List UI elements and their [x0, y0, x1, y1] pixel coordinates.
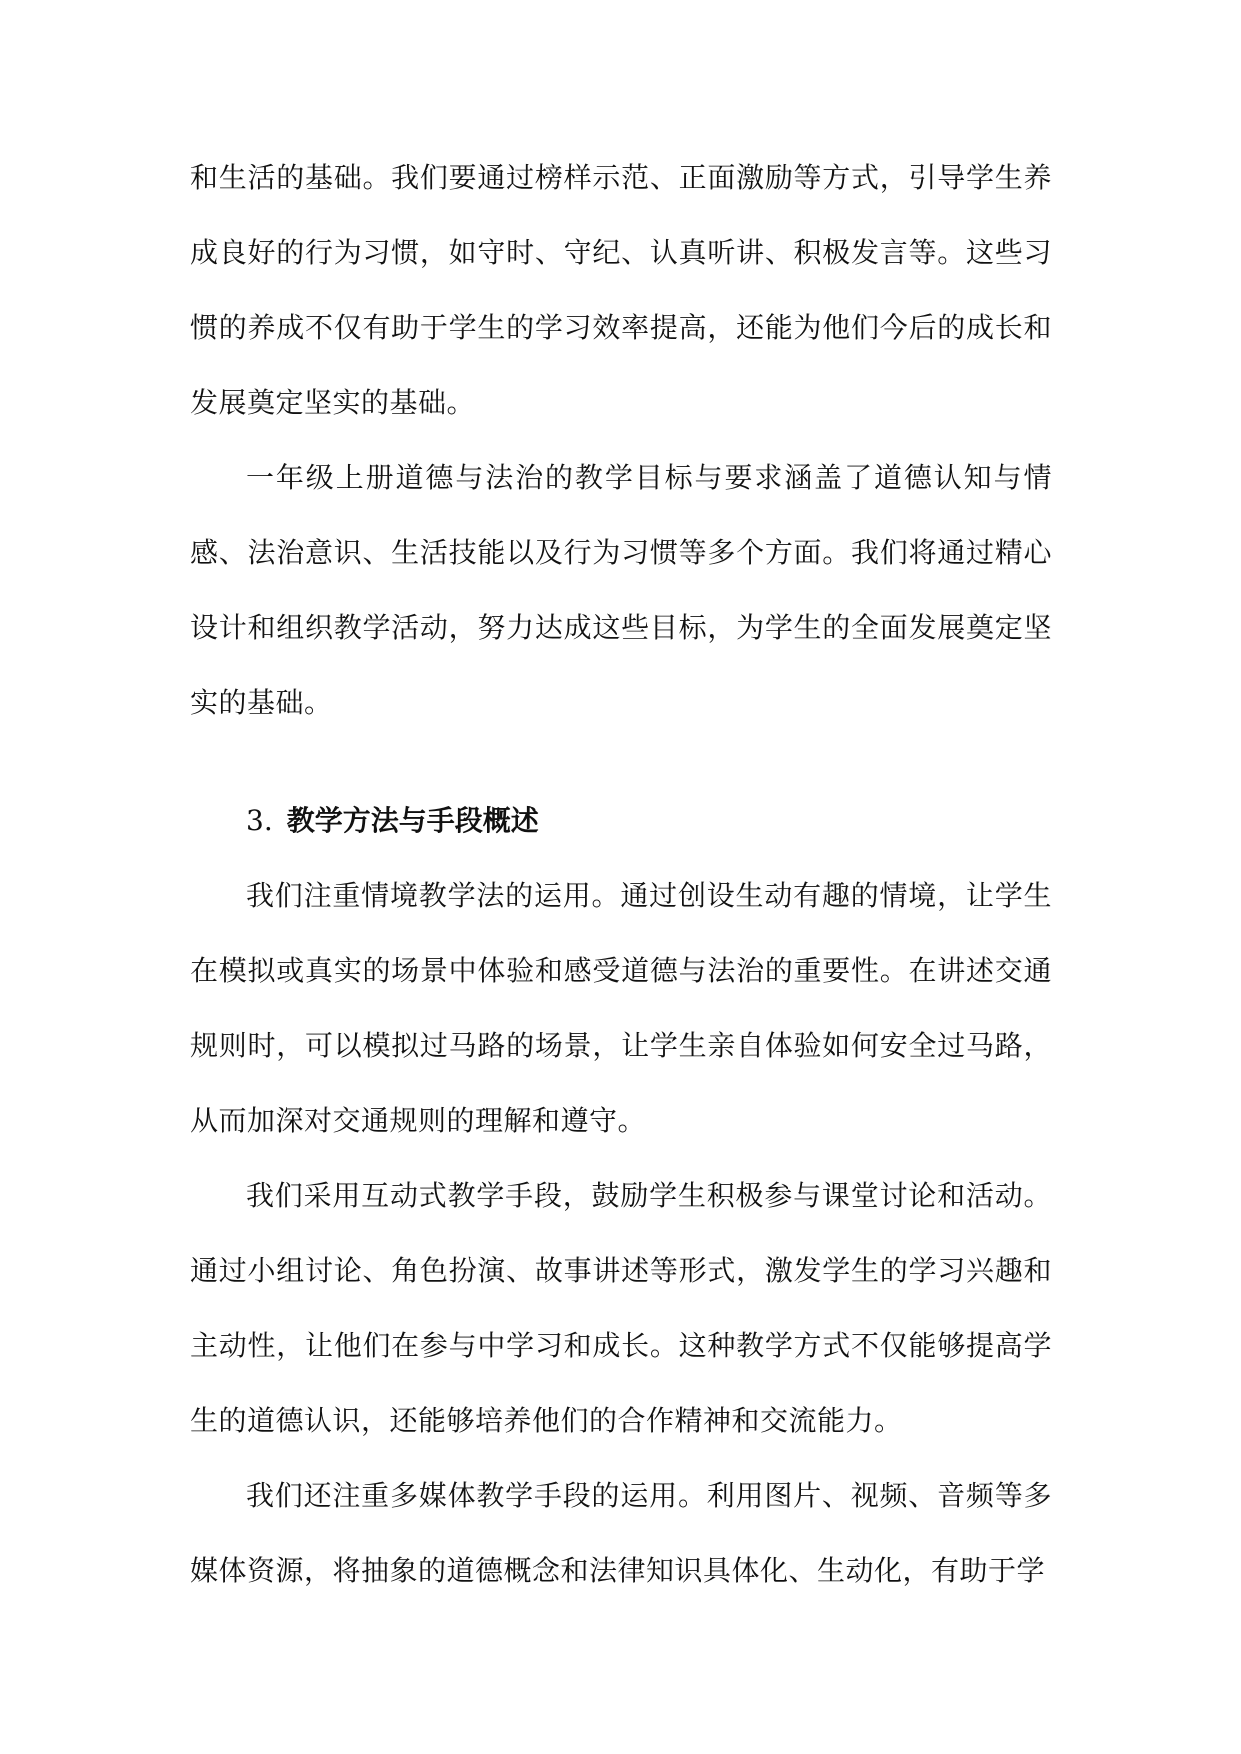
paragraph-multimedia-teaching: 我们还注重多媒体教学手段的运用。利用图片、视频、音频等多媒体资源，将抽象的道德概念和法律知识具体化、生动化，有助于学 — [190, 1479, 1052, 1587]
section-number: 3. — [246, 804, 273, 837]
paragraph-situational-teaching: 我们注重情境教学法的运用。通过创设生动有趣的情境，让学生在模拟或真实的场景中体验和感受道德与法治的重要性。在讲述交通规则时，可以模拟过马路的场景，让学生亲自体验如何安全过马路，从而加深对交通规则的理解和遵守。 — [190, 879, 1052, 1137]
page-content — [190, 140, 1052, 1608]
paragraph-continued: 和生活的基础。我们要通过榜样示范、正面激励等方式，引导学生养成良好的行为习惯，如守时、守纪、认真听讲、积极发言等。这些习惯的养成不仅有助于学生的学习效率提高，还能为他们今后的成长和发展奠定坚实的基础。 — [190, 161, 1052, 419]
paragraph-interactive-teaching: 我们采用互动式教学手段，鼓励学生积极参与课堂讨论和活动。通过小组讨论、角色扮演、故事讲述等形式，激发学生的学习兴趣和主动性，让他们在参与中学习和成长。这种教学方式不仅能够提高学生的道德认识，还能够培养他们的合作精神和交流能力。 — [190, 1179, 1052, 1437]
paragraph-objectives-summary: 一年级上册道德与法治的教学目标与要求涵盖了道德认知与情感、法治意识、生活技能以及行为习惯等多个方面。我们将通过精心设计和组织教学活动，努力达成这些目标，为学生的全面发展奠定坚实的基础。 — [190, 461, 1052, 719]
section-heading — [190, 783, 1052, 858]
section-title: 教学方法与手段概述 — [286, 804, 539, 837]
